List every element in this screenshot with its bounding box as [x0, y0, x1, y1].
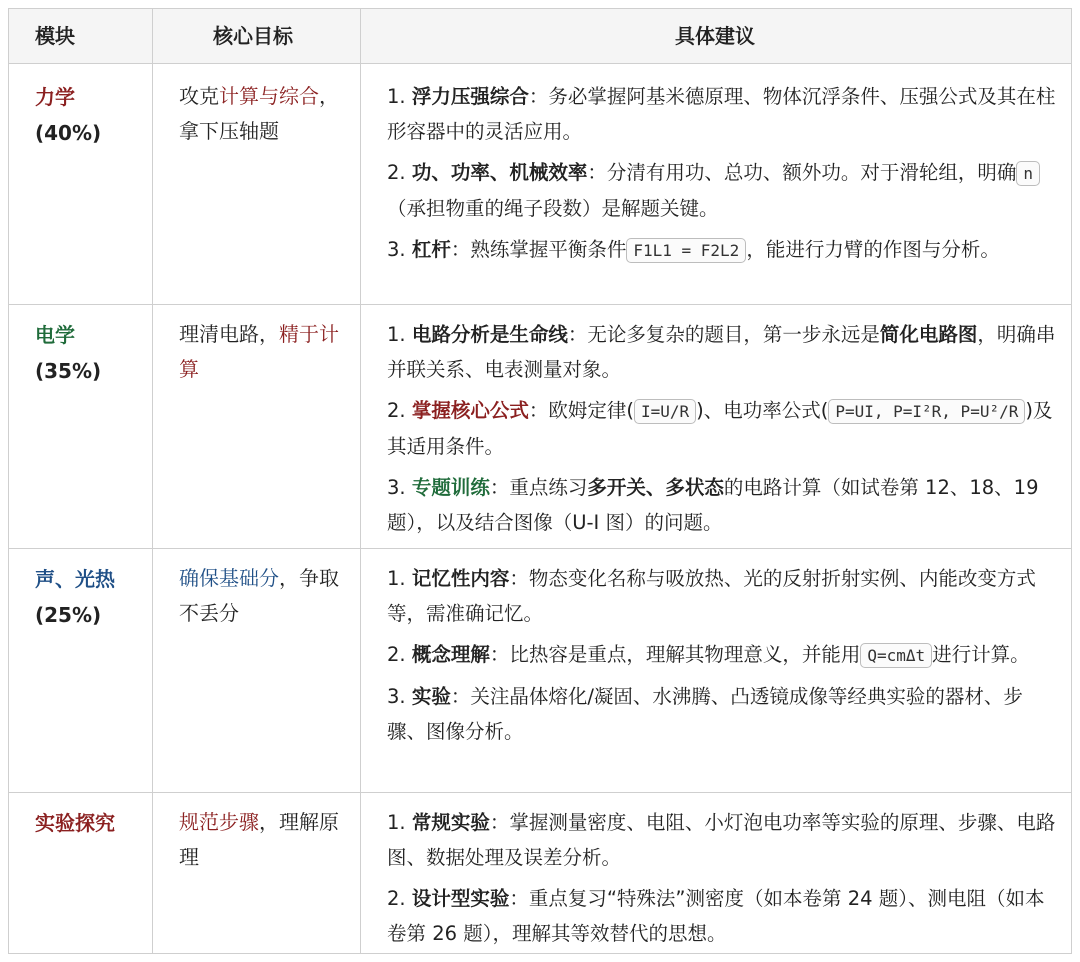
module-label: 力学: [35, 85, 75, 109]
item-number: 1.: [387, 567, 406, 590]
item-text: ：重点练习: [489, 476, 588, 499]
item-number: 3.: [387, 476, 406, 499]
item-title: 记忆性内容: [411, 567, 510, 590]
list-item: [387, 155, 1059, 226]
item-number: 2.: [387, 643, 406, 666]
item-emphasis: 多开关、多状态: [587, 476, 724, 499]
item-title: 浮力压强综合: [411, 85, 529, 108]
item-number: 2.: [387, 887, 406, 910]
header-goal: 核心目标: [213, 24, 293, 48]
item-text: )及其适用条件。: [387, 399, 1053, 458]
goal-cell: [179, 805, 349, 875]
item-number: 1.: [387, 323, 406, 346]
item-text: ：无论多复杂的题目，第一步永远是: [567, 323, 880, 346]
goal-cell: [179, 79, 349, 149]
item-text: ：掌握测量密度、电阻、小灯泡电功率等实验的原理、步骤、电路图、数据处理及误差分析。: [387, 811, 1056, 869]
goal-text: ，理解原理: [179, 810, 339, 869]
module-name: [35, 317, 145, 389]
goal-text: ，拿下压轴题: [179, 84, 339, 143]
item-number: 1.: [387, 811, 406, 834]
item-text: ：分清有用功、总功、额外功。对于滑轮组，明确: [587, 161, 1017, 184]
goal-text: 理清电路，: [179, 322, 279, 346]
list-item: [387, 805, 1059, 875]
list-item: [387, 317, 1059, 387]
module-percent: (40%): [35, 121, 102, 145]
item-title: 实验: [411, 685, 451, 708]
table-row: [9, 549, 1071, 793]
module-name: [35, 805, 145, 841]
column-divider: [360, 793, 361, 953]
column-divider: [360, 63, 361, 304]
column-divider: [152, 549, 153, 792]
item-number: 3.: [387, 238, 406, 261]
item-title: 常规实验: [411, 811, 490, 834]
item-number: 1.: [387, 85, 406, 108]
item-text: ：重点复习“特殊法”测密度（如本卷第 24 题）、测电阻（如本卷第 26 题），理解其等效替代的思想。: [387, 887, 1045, 945]
item-number: 2.: [387, 399, 406, 422]
header-divider: [360, 9, 361, 63]
module-name: [35, 561, 115, 633]
item-text: ：物态变化名称与吸放热、光的反射折射实例、内能改变方式等，需准确记忆。: [387, 567, 1036, 625]
table-row: [9, 793, 1071, 953]
list-item: [387, 232, 1059, 268]
item-text: ：关注晶体熔化/凝固、水沸腾、凸透镜成像等经典实验的器材、步骤、图像分析。: [387, 685, 1023, 743]
item-title: 掌握核心公式: [411, 399, 529, 422]
list-item: [387, 79, 1059, 149]
goal-cell: [179, 561, 349, 631]
list-item: [387, 393, 1059, 464]
table-row: [9, 305, 1071, 549]
column-divider: [360, 305, 361, 548]
column-divider: [152, 305, 153, 548]
item-text: ，明确串并联关系、电表测量对象。: [387, 323, 1056, 381]
table-header: [9, 9, 1071, 64]
header-advice: 具体建议: [675, 24, 755, 48]
item-title: 专题训练: [411, 476, 490, 499]
item-emphasis: 简化电路图: [879, 323, 978, 346]
inline-code: Q=cmΔt: [860, 643, 932, 668]
module-percent: (35%): [35, 359, 102, 383]
item-title: 概念理解: [411, 643, 490, 666]
item-title: 杠杆: [411, 238, 451, 261]
header-divider: [152, 9, 153, 63]
item-text: ：比热容是重点，理解其物理意义，并能用: [489, 643, 861, 666]
inline-code: F1L1 = F2L2: [626, 238, 746, 263]
inline-code: P=UI, P=I²R, P=U²/R: [828, 399, 1025, 424]
item-title: 功、功率、机械效率: [411, 161, 588, 184]
list-item: [387, 679, 1059, 749]
module-name: [35, 79, 145, 151]
item-text: （承担物重的绳子段数）是解题关键。: [387, 197, 719, 220]
item-text: )、电功率公式(: [696, 399, 829, 422]
list-item: [387, 637, 1059, 673]
header-module: 模块: [35, 24, 75, 48]
goal-cell: [179, 317, 349, 387]
table-row: [9, 63, 1071, 305]
module-label: 电学: [35, 323, 75, 347]
item-number: 3.: [387, 685, 406, 708]
goal-highlight: 精于计算: [179, 322, 339, 381]
inline-code: I=U/R: [634, 399, 696, 424]
item-text: ：熟练掌握平衡条件: [450, 238, 627, 261]
advice-cell: [387, 805, 1059, 957]
column-divider: [360, 549, 361, 792]
item-text: ：务必掌握阿基米德原理、物体沉浮条件、压强公式及其在柱形容器中的灵活应用。: [387, 85, 1056, 143]
item-title: 设计型实验: [411, 887, 510, 910]
advice-cell: [387, 561, 1059, 755]
item-text: ，能进行力臂的作图与分析。: [746, 238, 1000, 261]
advice-cell: [387, 317, 1059, 546]
advice-table: [8, 8, 1072, 954]
item-title: 电路分析是生命线: [411, 323, 568, 346]
item-text: 进行计算。: [932, 643, 1030, 666]
advice-cell: [387, 79, 1059, 274]
module-label: 实验探究: [35, 811, 115, 835]
goal-highlight: 规范步骤: [179, 810, 259, 834]
item-text: 的电路计算（如试卷第 12、18、19 题），以及结合图像（U-I 图）的问题。: [387, 476, 1039, 534]
list-item: [387, 561, 1059, 631]
list-item: [387, 881, 1059, 951]
goal-text: ，争取不丢分: [179, 566, 339, 625]
column-divider: [152, 793, 153, 953]
goal-highlight: 确保基础分: [179, 566, 279, 590]
list-item: [387, 470, 1059, 540]
goal-highlight: 计算与综合: [219, 84, 319, 108]
item-text: ：欧姆定律(: [528, 399, 634, 422]
inline-code: n: [1016, 161, 1040, 186]
goal-text: 攻克: [179, 84, 219, 108]
module-percent: (25%): [35, 603, 102, 627]
module-label: 声、光热: [35, 567, 115, 591]
item-number: 2.: [387, 161, 406, 184]
column-divider: [152, 63, 153, 304]
